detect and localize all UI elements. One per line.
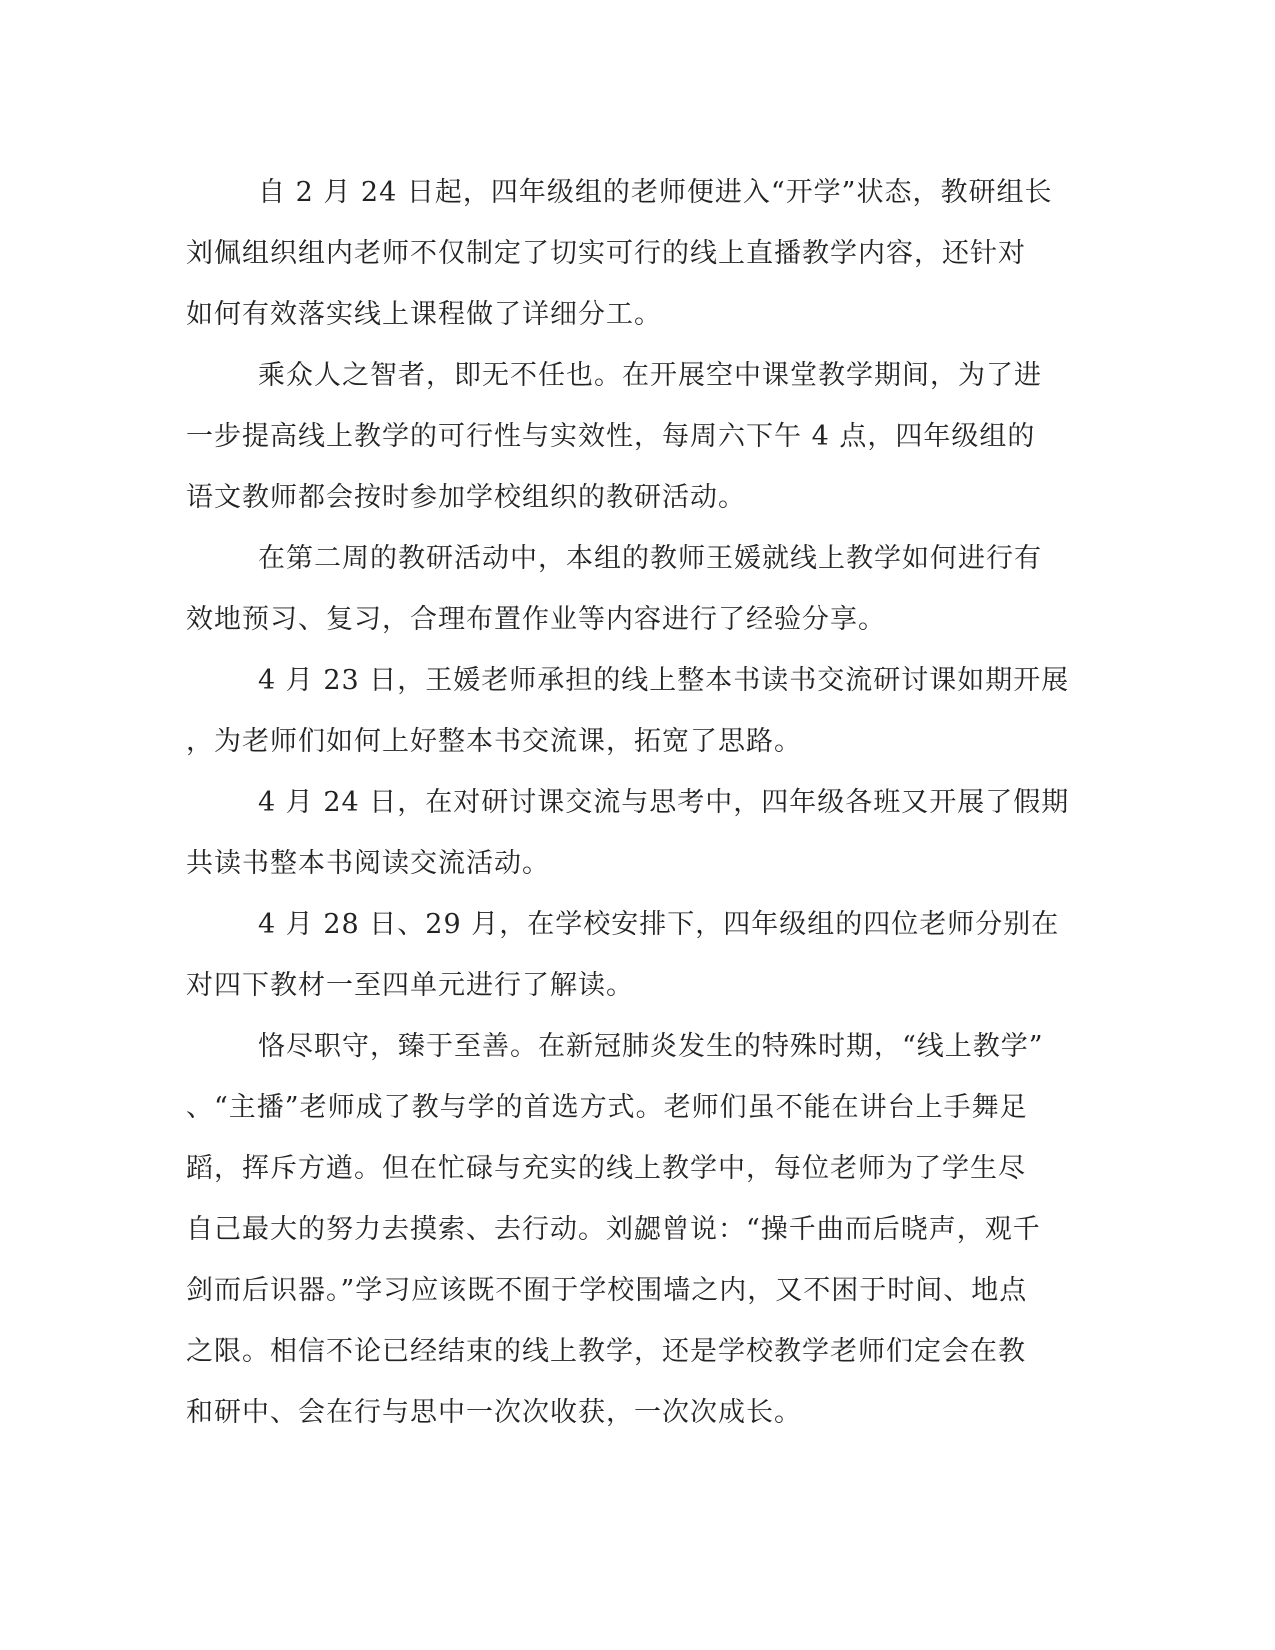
text-line: 之限。相信不论已经结束的线上教学，还是学校教学老师们定会在教 xyxy=(186,1336,1026,1367)
text-line: 在第二周的教研活动中，本组的教师王媛就线上教学如何进行有 xyxy=(258,543,1042,574)
text-line: 自己最大的努力去摸索、去行动。刘勰曾说：“操千曲而后晓声，观千 xyxy=(186,1214,1041,1245)
document-body xyxy=(186,162,1086,1443)
text-line: ，为老师们如何上好整本书交流课，拓宽了思路。 xyxy=(186,726,802,757)
text-line: 如何有效落实线上课程做了详细分工。 xyxy=(186,299,662,330)
text-line: 恪尽职守，臻于至善。在新冠肺炎发生的特殊时期，“线上教学” xyxy=(258,1031,1044,1062)
text-line: 蹈，挥斥方遒。但在忙碌与充实的线上教学中，每位老师为了学生尽 xyxy=(186,1153,1026,1184)
text-line: 和研中、会在行与思中一次次收获，一次次成长。 xyxy=(186,1397,802,1428)
text-line: 4 月 28 日、29 月，在学校安排下，四年级组的四位老师分别在 xyxy=(258,909,1060,940)
text-line: 4 月 23 日，王媛老师承担的线上整本书读书交流研讨课如期开展 xyxy=(258,665,1070,696)
text-line: 共读书整本书阅读交流活动。 xyxy=(186,848,550,879)
text-line: 效地预习、复习，合理布置作业等内容进行了经验分享。 xyxy=(186,604,886,635)
text-line: 剑而后识器。”学习应该既不囿于学校围墙之内，又不困于时间、地点 xyxy=(186,1275,1028,1306)
text-line: 刘佩组织组内老师不仅制定了切实可行的线上直播教学内容，还针对 xyxy=(186,238,1026,269)
text-line: 、“主播”老师成了教与学的首选方式。老师们虽不能在讲台上手舞足 xyxy=(186,1092,1028,1123)
text-line: 语文教师都会按时参加学校组织的教研活动。 xyxy=(186,482,746,513)
text-line: 乘众人之智者，即无不任也。在开展空中课堂教学期间，为了进 xyxy=(258,360,1042,391)
text-line: 4 月 24 日，在对研讨课交流与思考中，四年级各班又开展了假期 xyxy=(258,787,1070,818)
text-line: 自 2 月 24 日起，四年级组的老师便进入“开学”状态，教研组长 xyxy=(258,177,1053,208)
text-line: 对四下教材一至四单元进行了解读。 xyxy=(186,970,634,1001)
text-line: 一步提高线上教学的可行性与实效性，每周六下午 4 点，四年级组的 xyxy=(186,421,1036,452)
